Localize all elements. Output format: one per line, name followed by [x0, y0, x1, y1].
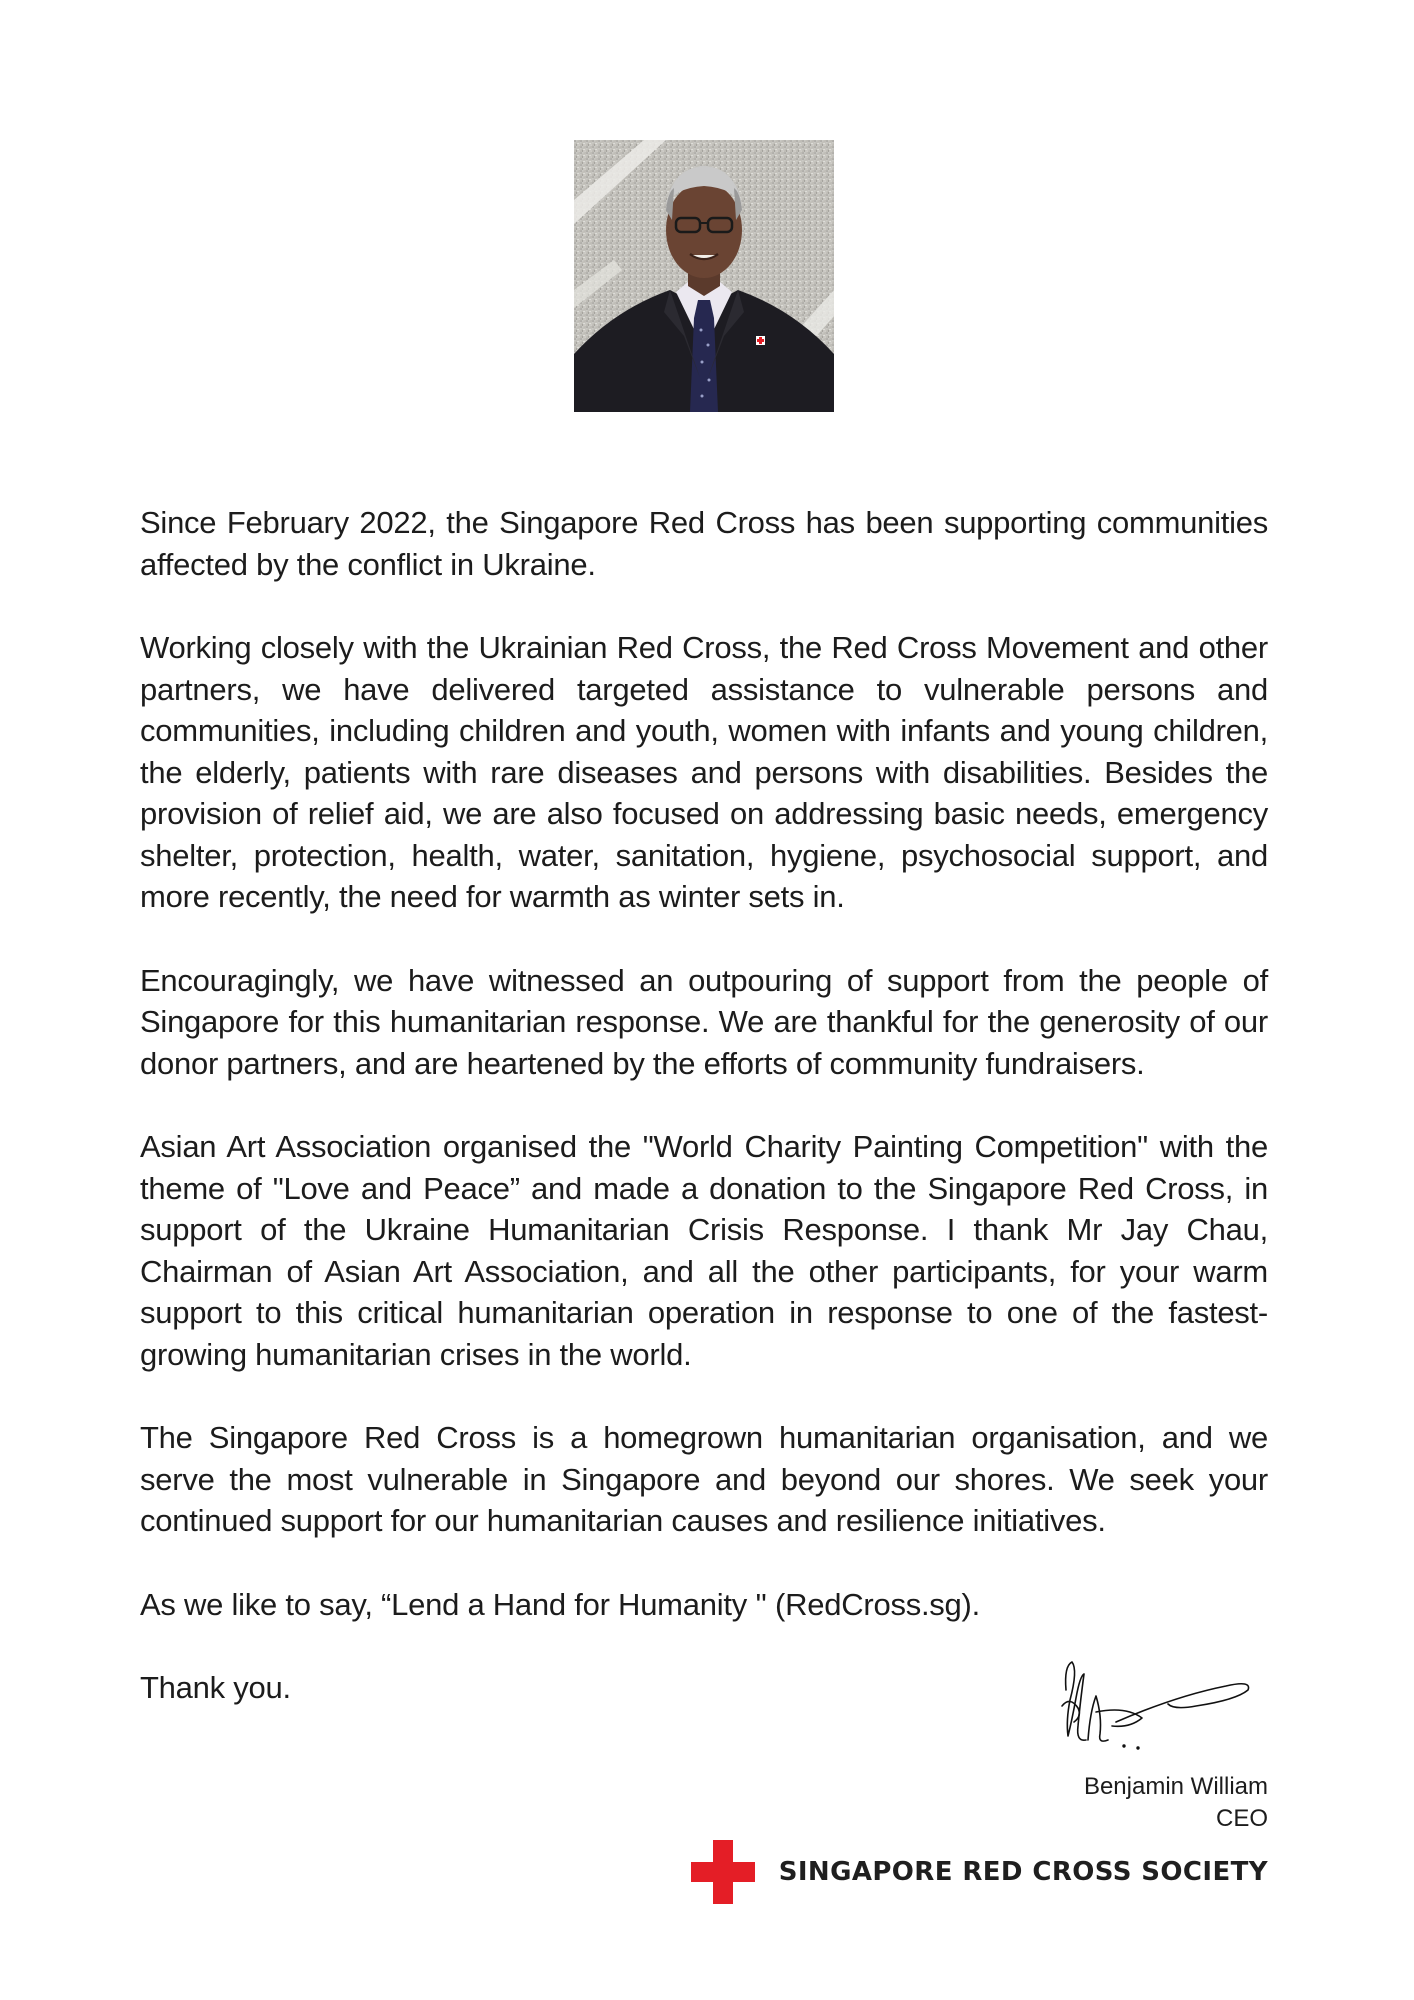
paragraph-tagline: As we like to say, “Lend a Hand for Humanity '' (RedCross.sg).: [140, 1586, 980, 1622]
paragraph-asian-art-association: Asian Art Association organised the "World Charity Painting Competition" with the theme of "Love and Peace” and made a donation to the Singapore Red Cross, in support of the Ukraine Humanitarian Crisis Response. I thank Mr Jay Chau, Chairman of Asian Art Association, and all the other participants, for your warm support to this critical humanitarian operation in response to one of the fastest-growing humanitarian crises in the world.: [140, 1129, 1268, 1372]
signatory-title: CEO: [1215, 1805, 1268, 1832]
paragraph-intro: Since February 2022, the Singapore Red Cross has been supporting communities affected by the conflict in Ukraine.: [140, 505, 1268, 582]
red-cross-icon: [691, 1840, 755, 1904]
paragraph-thank-you: Thank you.: [140, 1670, 291, 1705]
paragraph-organisation: The Singapore Red Cross is a homegrown humanitarian organisation, and we serve the most vulnerable in Singapore and beyond our shores. We seek your continued support for our humanitarian causes and resilience initiatives.: [140, 1420, 1268, 1538]
signatory-name: Benjamin William: [1083, 1773, 1268, 1800]
organisation-name: SINGAPORE RED CROSS SOCIETY: [778, 1857, 1268, 1887]
letter-body: [140, 502, 1268, 1751]
ceo-portrait: [574, 140, 834, 412]
organisation-logo: [691, 1840, 1268, 1904]
ceo-portrait-image: [574, 140, 834, 412]
paragraph-support: Encouragingly, we have witnessed an outpouring of support from the people of Singapore for this humanitarian response. We are thankful for the generosity of our donor partners, and are heartened by the efforts of community fundraisers.: [140, 962, 1268, 1081]
handwritten-signature: [1056, 1656, 1256, 1756]
paragraph-assistance: Working closely with the Ukrainian Red Cross, the Red Cross Movement and other partners, we have delivered targeted assistance to vulnerable persons and communities, including children and youth, women with infants and young children, the elderly, patients with rare diseases and persons with disabilities. Besides the provision of relief aid, we are also focused on addressing basic needs, emergency shelter, protection, health, water, sanitation, hygiene, psychosocial support, and more recently, the need for warmth as winter sets in.: [140, 630, 1268, 914]
